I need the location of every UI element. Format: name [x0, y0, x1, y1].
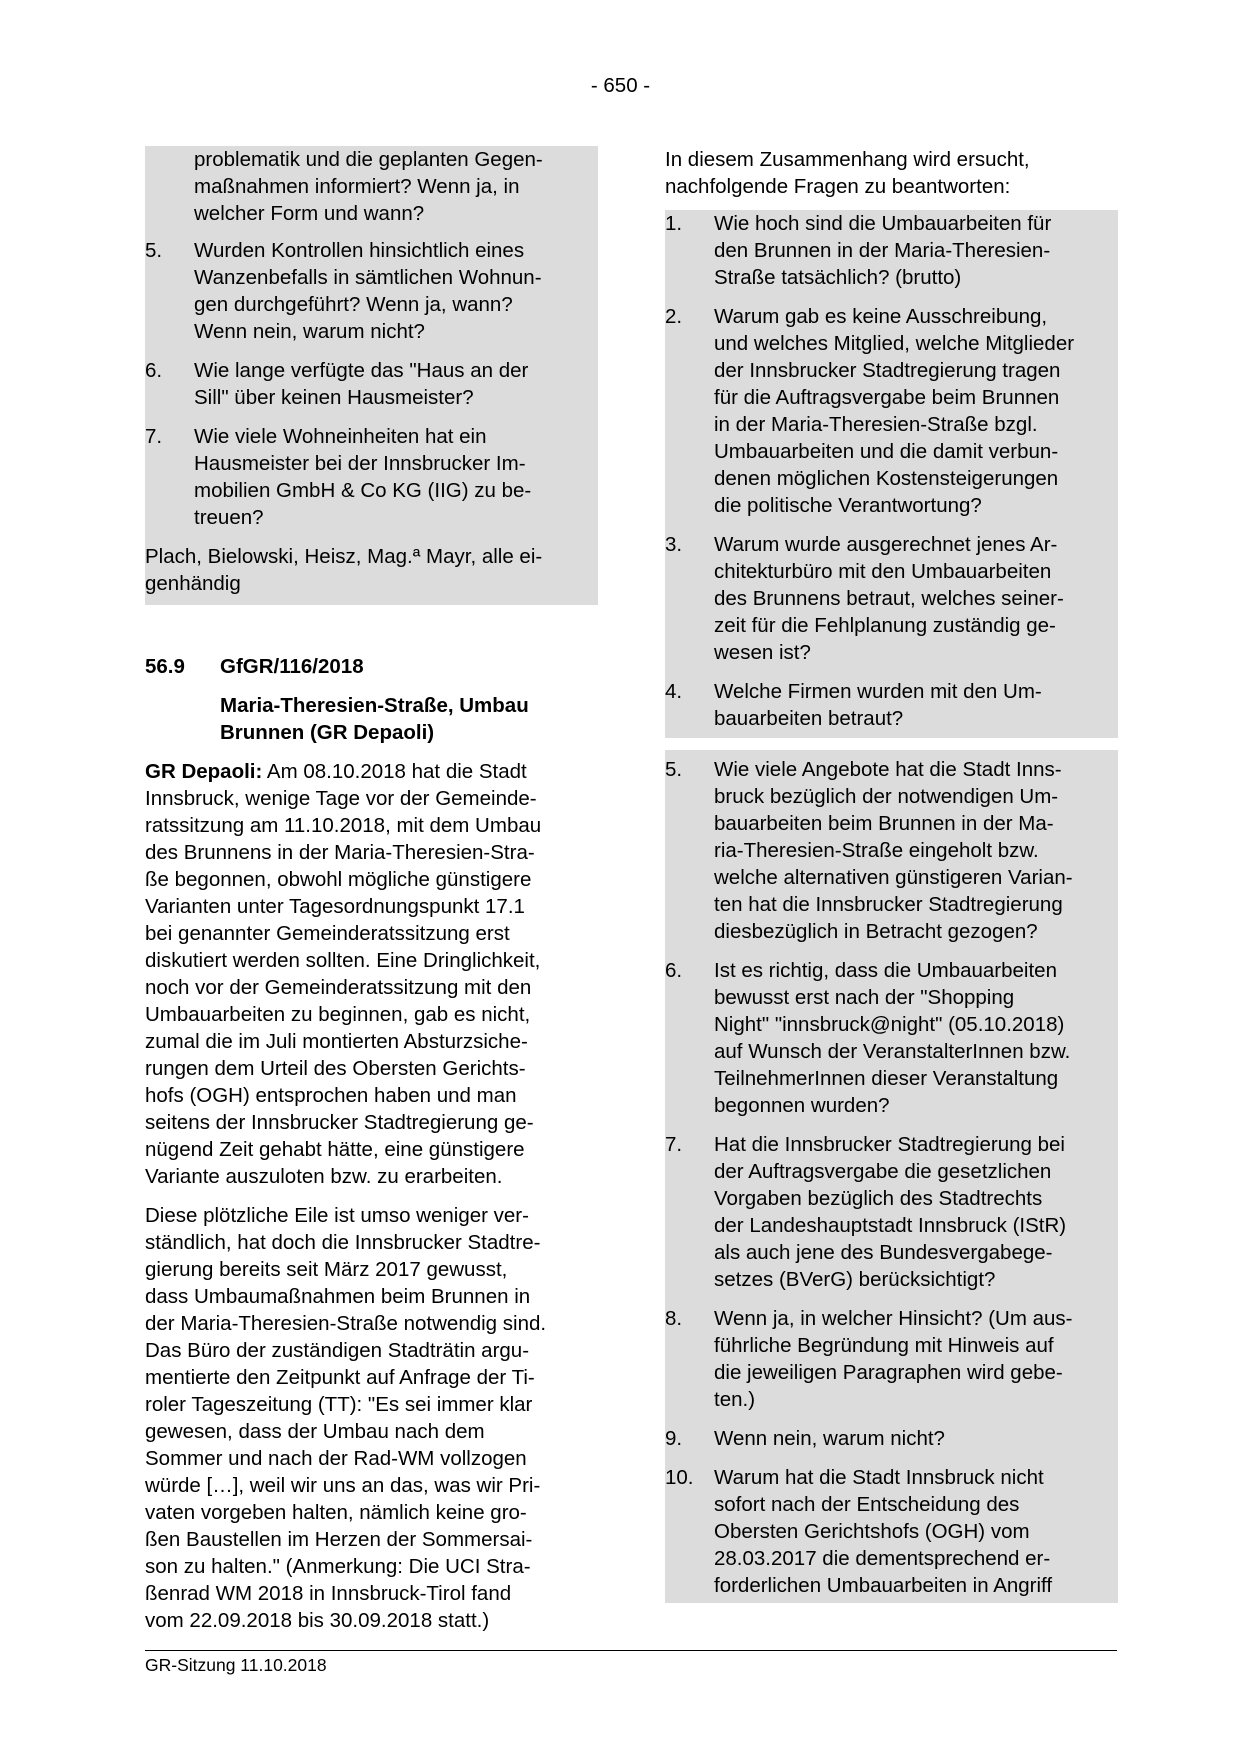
text-line: auf Wunsch der VeranstalterInnen bzw.: [714, 1040, 1071, 1063]
right-column: [665, 146, 1118, 1603]
text-line: bauarbeiten betraut?: [714, 707, 904, 730]
text-line: wesen ist?: [714, 641, 811, 664]
text-line: vaten vorgeben halten, nämlich keine gro-: [145, 1501, 527, 1524]
page-number: - 650 -: [590, 74, 651, 97]
question-number: 9.: [665, 1427, 683, 1450]
question-number: 1.: [665, 212, 683, 235]
text-line: ten hat die Innsbrucker Stadtregierung: [714, 893, 1063, 916]
text-line: Variante auszuloten bzw. zu erarbeiten.: [145, 1165, 503, 1188]
text-line: Warum wurde ausgerechnet jenes Ar-: [714, 533, 1058, 556]
text-line: zeit für die Fehlplanung zuständig ge-: [714, 614, 1056, 637]
text-line: Wenn nein, warum nicht?: [714, 1427, 945, 1450]
text-line: die politische Verantwortung?: [714, 494, 982, 517]
text-line: denen möglichen Kostensteigerungen: [714, 467, 1059, 490]
question-item: [665, 1425, 1118, 1452]
text-line: Night" "innsbruck@night" (05.10.2018): [714, 1013, 1065, 1036]
text-line: Diese plötzliche Eile ist umso weniger ver-: [145, 1204, 529, 1227]
text-line: Warum hat die Stadt Innsbruck nicht: [714, 1466, 1044, 1489]
section-heading: [145, 653, 598, 680]
text-line: Wenn ja, in welcher Hinsicht? (Um aus-: [714, 1307, 1073, 1330]
question-number: 3.: [665, 533, 683, 556]
text-line: ria-Theresien-Straße eingeholt bzw.: [714, 839, 1039, 862]
text-line: hofs (OGH) entsprochen haben und man: [145, 1084, 517, 1107]
text-line: problematik und die geplanten Gegen-: [194, 148, 543, 171]
text-line: [145, 758, 598, 785]
signers: [145, 543, 598, 597]
text-line: treuen?: [194, 506, 264, 529]
text-line: der Auftragsvergabe die gesetzlichen: [714, 1160, 1052, 1183]
text-line: in der Maria-Theresien-Straße bzgl.: [714, 413, 1038, 436]
question-item: [665, 303, 1118, 519]
question-number: 4.: [665, 680, 683, 703]
text-line: Vorgaben bezüglich des Stadtrechts: [714, 1187, 1043, 1210]
text-line: ten.): [714, 1388, 756, 1411]
question-list-continued: [145, 146, 598, 605]
text-line: ße begonnen, obwohl mögliche günstigere: [145, 868, 532, 891]
text-line: gen durchgeführt? Wenn ja, wann?: [194, 293, 513, 316]
footer-divider: [145, 1650, 1117, 1651]
text-line: Innsbruck, wenige Tage vor der Gemeinde-: [145, 787, 537, 810]
text-line: son zu halten." (Anmerkung: Die UCI Stra-: [145, 1555, 531, 1578]
text-line: Wie lange verfügte das "Haus an der: [194, 359, 529, 382]
text-line: als auch jene des Bundesvergabege-: [714, 1241, 1053, 1264]
paragraph: [145, 1202, 598, 1634]
text-line: Ist es richtig, dass die Umbauarbeiten: [714, 959, 1057, 982]
footer-text: GR-Sitzung 11.10.2018: [145, 1655, 327, 1675]
question-item: [665, 1464, 1118, 1599]
text-line: TeilnehmerInnen dieser Veranstaltung: [714, 1067, 1059, 1090]
text-line: diesbezüglich in Betracht gezogen?: [714, 920, 1038, 943]
question-number: 10.: [665, 1466, 694, 1489]
question-list-a: [665, 210, 1118, 738]
text-line: der Landeshauptstadt Innsbruck (IStR): [714, 1214, 1067, 1237]
text-line: Varianten unter Tagesordnungspunkt 17.1: [145, 895, 525, 918]
text-line: Hat die Innsbrucker Stadtregierung bei: [714, 1133, 1065, 1156]
text-line: sofort nach der Entscheidung des: [714, 1493, 1020, 1516]
text-line: Sill" über keinen Hausmeister?: [194, 386, 474, 409]
section-number: 56.9: [145, 655, 185, 678]
question-list-b: [665, 750, 1118, 1603]
text-line: Wie viele Angebote hat die Stadt Inns-: [714, 758, 1062, 781]
text-line: und welches Mitglied, welche Mitglieder: [714, 332, 1075, 355]
question-item: [145, 357, 598, 411]
question-item: [145, 237, 598, 345]
text-line: führliche Begründung mit Hinweis auf: [714, 1334, 1054, 1357]
text-line: nügend Zeit gehabt hätte, eine günstigere: [145, 1138, 525, 1161]
text-line: Plach, Bielowski, Heisz, Mag.ª Mayr, alle ei-: [145, 545, 543, 568]
text-line: begonnen wurden?: [714, 1094, 890, 1117]
text-line: Das Büro der zuständigen Stadträtin argu-: [145, 1339, 530, 1362]
text-line: Wie viele Wohneinheiten hat ein: [194, 425, 487, 448]
question-items: [145, 237, 598, 531]
question-item: [665, 1131, 1118, 1293]
text-line: zumal die im Juli montierten Absturzsiche-: [145, 1030, 528, 1053]
text-line: des Brunnens betraut, welches seiner-: [714, 587, 1064, 610]
text-line: bei genannter Gemeinderatssitzung erst: [145, 922, 510, 945]
text-line: chitekturbüro mit den Umbauarbeiten: [714, 560, 1052, 583]
text-line: setzes (BVerG) berücksichtigt?: [714, 1268, 996, 1291]
text-line: Wurden Kontrollen hinsichtlich eines: [194, 239, 525, 262]
question-number: 2.: [665, 305, 683, 328]
text-line: bauarbeiten beim Brunnen in der Ma-: [714, 812, 1054, 835]
question-number: 6.: [665, 959, 683, 982]
question-item: [665, 1305, 1118, 1413]
text-line: Umbauarbeiten und die damit verbun-: [714, 440, 1059, 463]
question-item: [665, 531, 1118, 666]
text-line: würde […], weil wir uns an das, was wir Pri-: [145, 1474, 541, 1497]
intro-text: [665, 146, 1118, 200]
text-line: noch vor der Gemeinderatssitzung mit den: [145, 976, 532, 999]
text-line: Welche Firmen wurden mit den Um-: [714, 680, 1042, 703]
question-item: [665, 210, 1118, 291]
question-number: 5.: [145, 239, 163, 262]
text-line: Maria-Theresien-Straße, Umbau: [220, 694, 529, 717]
text-line: forderlichen Umbauarbeiten in Angriff: [714, 1574, 1053, 1597]
text-line: bruck bezüglich der notwendigen Um-: [714, 785, 1059, 808]
text-line: des Brunnens in der Maria-Theresien-Stra-: [145, 841, 535, 864]
question-item: [665, 756, 1118, 945]
text-line: gierung bereits seit März 2017 gewusst,: [145, 1258, 508, 1281]
text-line: gewesen, dass der Umbau nach dem: [145, 1420, 485, 1443]
text-line: genhändig: [145, 572, 241, 595]
text-line: ständlich, hat doch die Innsbrucker Stadtre-: [145, 1231, 541, 1254]
text-line: welche alternativen günstigeren Varian-: [714, 866, 1073, 889]
text-line: 28.03.2017 die dementsprechend er-: [714, 1547, 1051, 1570]
paragraph: [145, 758, 598, 1190]
text-line: mentierte den Zeitpunkt auf Anfrage der Ti-: [145, 1366, 535, 1389]
question-number: 8.: [665, 1307, 683, 1330]
text-line: mobilien GmbH & Co KG (IIG) zu be-: [194, 479, 532, 502]
question-number: 5.: [665, 758, 683, 781]
text-line: der Innsbrucker Stadtregierung tragen: [714, 359, 1061, 382]
text-line: ßen Baustellen im Herzen der Sommersai-: [145, 1528, 533, 1551]
speaker-name: GR Depaoli:: [145, 760, 263, 783]
text-line: Wanzenbefalls in sämtlichen Wohnun-: [194, 266, 542, 289]
text-line: nachfolgende Fragen zu beantworten:: [665, 175, 1011, 198]
text-line: ratssitzung am 11.10.2018, mit dem Umbau: [145, 814, 542, 837]
text-fragment: Am 08.10.2018 hat die Stadt: [262, 760, 527, 783]
text-line: Sommer und nach der Rad-WM vollzogen: [145, 1447, 527, 1470]
text-line: Obersten Gerichtshofs (OGH) vom: [714, 1520, 1030, 1543]
text-line: für die Auftragsvergabe beim Brunnen: [714, 386, 1060, 409]
text-line: die jeweiligen Paragraphen wird gebe-: [714, 1361, 1063, 1384]
question-number: 6.: [145, 359, 163, 382]
text-line: Straße tatsächlich? (brutto): [714, 266, 962, 289]
section-code: GfGR/116/2018: [220, 655, 364, 678]
text-line: dass Umbaumaßnahmen beim Brunnen in: [145, 1285, 531, 1308]
text-line: vom 22.09.2018 bis 30.09.2018 statt.): [145, 1609, 490, 1632]
question-item: [665, 957, 1118, 1119]
text-line: rungen dem Urteil des Obersten Gerichts-: [145, 1057, 526, 1080]
text-line: roler Tageszeitung (TT): "Es sei immer klar: [145, 1393, 533, 1416]
continued-text: [145, 146, 598, 227]
text-line: Brunnen (GR Depaoli): [220, 721, 435, 744]
question-number: 7.: [145, 425, 163, 448]
question-item: [665, 678, 1118, 732]
text-line: Wenn nein, warum nicht?: [194, 320, 425, 343]
text-line: seitens der Innsbrucker Stadtregierung ge-: [145, 1111, 534, 1134]
text-line: der Maria-Theresien-Straße notwendig sind.: [145, 1312, 547, 1335]
left-column: [145, 146, 598, 1634]
text-line: den Brunnen in der Maria-Theresien-: [714, 239, 1051, 262]
text-line: Hausmeister bei der Innsbrucker Im-: [194, 452, 526, 475]
text-line: In diesem Zusammenhang wird ersucht,: [665, 148, 1030, 171]
text-line: Wie hoch sind die Umbauarbeiten für: [714, 212, 1052, 235]
section-title: [145, 692, 598, 746]
text-line: maßnahmen informiert? Wenn ja, in: [194, 175, 520, 198]
text-line: Umbauarbeiten zu beginnen, gab es nicht,: [145, 1003, 531, 1026]
question-number: 7.: [665, 1133, 683, 1156]
text-line: welcher Form und wann?: [194, 202, 425, 225]
text-line: bewusst erst nach der "Shopping: [714, 986, 1015, 1009]
text-line: ßenrad WM 2018 in Innsbruck-Tirol fand: [145, 1582, 512, 1605]
question-item: [145, 423, 598, 531]
text-line: Warum gab es keine Ausschreibung,: [714, 305, 1048, 328]
text-line: diskutiert werden sollten. Eine Dringlichkeit,: [145, 949, 541, 972]
